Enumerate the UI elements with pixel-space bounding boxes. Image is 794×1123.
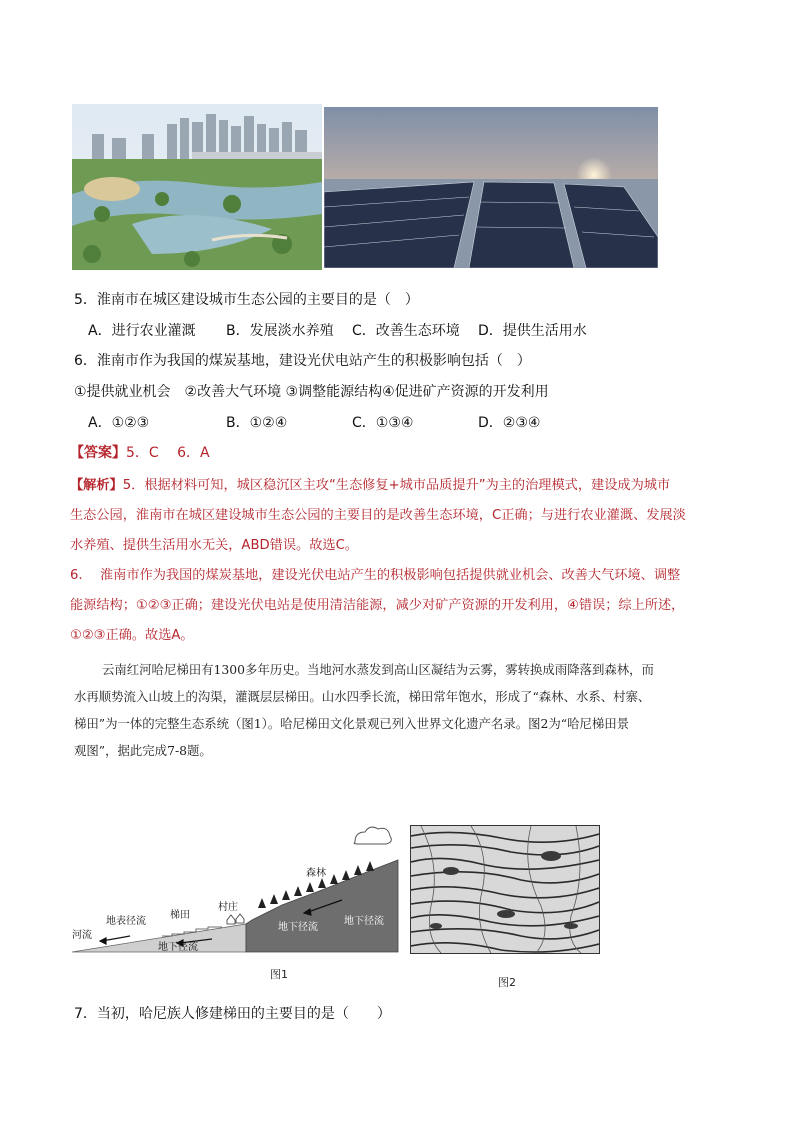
label-river: 河流 xyxy=(72,930,92,941)
q5-option-d: D．提供生活用水 xyxy=(478,323,587,339)
analysis-tag: 【解析】 xyxy=(70,478,123,493)
analysis-line-2: 生态公园，淮南市在城区建设城市生态公园的主要目的是改善生态环境，C正确；与进行农业灌溉、发展淡 xyxy=(70,508,686,523)
q6-option-a: A．①②③ xyxy=(88,415,150,431)
q6-option-b: B．①②④ xyxy=(226,415,288,431)
question-7-stem: 7．当初，哈尼族人修建梯田的主要目的是（ ） xyxy=(74,1006,391,1022)
label-underground-3: 地下径流 xyxy=(344,916,384,927)
q5-option-b: B．发展淡水养殖 xyxy=(226,323,334,339)
answer-tag: 【答案】 xyxy=(70,445,126,461)
material-paragraph xyxy=(74,656,734,764)
label-underground-1: 地下径流 xyxy=(158,942,198,953)
material-line-1: 云南红河哈尼梯田有1300多年历史。当地河水蒸发到高山区凝结为云雾，雾转换成雨降落到森林，而 xyxy=(102,662,654,677)
material-line-4: 观图”，据此完成7-8题。 xyxy=(74,743,212,758)
q5-option-a: A．进行农业灌溉 xyxy=(88,323,196,339)
solar-farm-photo xyxy=(324,107,658,268)
answer-line xyxy=(70,443,210,463)
figure-2-terrace-photo xyxy=(410,825,600,954)
label-underground-2: 地下径流 xyxy=(278,922,318,933)
analysis-line-1: 5．根据材料可知，城区稳沉区主攻“生态修复+城市品质提升”为主的治理模式，建设成为城市 xyxy=(122,478,671,493)
analysis-block xyxy=(70,471,730,651)
analysis-line-4: 6. 淮南市作为我国的煤炭基地，建设光伏电站产生的积极影响包括提供就业机会、改善大气环境、调整 xyxy=(70,568,681,583)
material-line-3: 梯田”为一体的完整生态系统（图1）。哈尼梯田文化景观已列入世界文化遗产名录。图2为“哈尼梯田景 xyxy=(74,716,630,731)
park-photo xyxy=(72,104,322,270)
analysis-line-5: 能源结构；①②③正确；建设光伏电站是使用清洁能源，减少对矿产资源的开发利用，④错误；综上所述， xyxy=(70,598,685,613)
label-terrace: 梯田 xyxy=(170,910,190,921)
question-5-stem: 5．淮南市在城区建设城市生态公园的主要目的是（ ） xyxy=(74,292,419,308)
label-surface-runoff: 地表径流 xyxy=(106,916,146,927)
label-village: 村庄 xyxy=(218,902,238,913)
cloud-icon xyxy=(354,827,391,844)
q5-option-c: C．改善生态环境 xyxy=(352,323,460,339)
analysis-line-6: ①②③正确。故选A。 xyxy=(70,628,194,643)
q6-statements: ①提供就业机会 ②改善大气环境 ③调整能源结构④促进矿产资源的开发利用 xyxy=(74,384,549,400)
label-forest: 森林 xyxy=(306,868,326,879)
material-line-2: 水再顺势流入山坡上的沟渠，灌溉层层梯田。山水四季长流，梯田常年饱水，形成了“森林、水系、村寨、 xyxy=(74,689,651,704)
figure-2-caption: 图2 xyxy=(498,976,516,989)
figure-1-diagram xyxy=(72,820,402,960)
figure-1-caption: 图1 xyxy=(270,968,288,981)
analysis-line-3: 水养殖、提供生活用水无关，ABD错误。故选C。 xyxy=(70,538,358,553)
question-6-stem: 6．淮南市作为我国的煤炭基地，建设光伏电站产生的积极影响包括（ ） xyxy=(74,353,531,369)
answer-text: 5．C 6．A xyxy=(126,445,210,461)
q6-option-c: C．①③④ xyxy=(352,415,414,431)
q6-option-d: D．②③④ xyxy=(478,415,541,431)
